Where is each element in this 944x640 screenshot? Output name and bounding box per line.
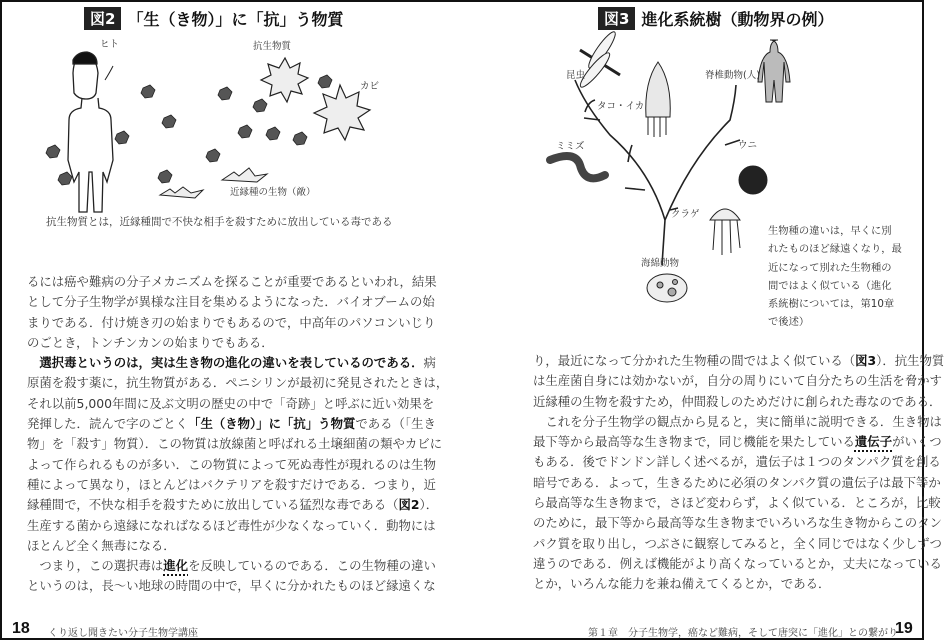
text-segment: これを分子生物学の観点から見ると，実に簡単に説明できる．生き物は: [533, 413, 942, 429]
text-line: [27, 536, 448, 556]
text-line: [533, 392, 944, 412]
text-line: [27, 394, 448, 414]
figure-3-note: [768, 222, 918, 332]
text-line: [27, 272, 448, 292]
bold-text: 図2: [398, 497, 420, 513]
label-vertebrate: 脊椎動物(人): [705, 70, 760, 81]
page-number-left: 18: [12, 620, 30, 637]
text-segment: 発揮した．読んで字のごとく: [27, 416, 189, 432]
bold-text: 選択毒というのは，実は生き物の進化の違いを表しているのである．: [39, 355, 424, 371]
label-enemy: 近縁種の生物（敵）: [230, 187, 316, 198]
text-segment: り，最近になって分かれた生物種の間ではよく似ている（: [533, 353, 856, 368]
text-segment: まりである．付け焼き刃の始まりでもあるので，中高年のパソコンいじり: [27, 314, 436, 330]
text-segment: 違うのである．例えば機能がより高くなっているとか，丈夫になっている: [533, 555, 942, 571]
bold-text: 「生（き物）」に「抗」う物質: [188, 416, 356, 432]
note-line: 間ではよく似ている（進化: [768, 279, 892, 292]
text-segment: を反映しているのである．この生物種の違い: [188, 558, 436, 574]
text-line: [533, 351, 944, 371]
text-line: [27, 495, 448, 515]
text-line: [533, 432, 944, 452]
text-segment: である（「生き: [355, 416, 436, 432]
text-segment: よって作られるものが多い．この物質によって死ぬ毒性が現れるのは生物: [27, 456, 436, 472]
antibiotic-illustration: [0, 30, 400, 220]
text-line: [533, 574, 944, 594]
text-line: [27, 434, 448, 454]
figure-3-title: [598, 7, 833, 29]
text-line: [533, 534, 944, 554]
text-segment: それ以前5,000年間に及ぶ文明の歴史の中で「奇跡」と呼ぶに近い効果を: [27, 395, 435, 411]
text-segment: ）．: [419, 497, 439, 513]
text-segment: つまり，この選択毒は: [27, 558, 164, 574]
right-body-text: [533, 351, 944, 595]
figure-3-number: 図3: [598, 7, 635, 30]
note-line: で後述）: [768, 316, 810, 329]
label-insect: 昆虫: [566, 70, 586, 81]
text-line: [27, 455, 448, 475]
text-segment: 縁種間で，不快な相手を殺すために放出している猛烈な毒である（: [27, 497, 399, 513]
note-line: 近になって別れた生物種の: [768, 261, 892, 274]
text-segment: るには癌や難病の分子メカニズムを探ることが重要であるといわれ，結果: [27, 274, 437, 289]
figure-3-heading: 進化系統樹（動物界の例）: [641, 9, 834, 29]
text-line: [533, 371, 944, 391]
text-segment: というのは，長～い地球の時間の中で，早くに分かれたものほど縁遠くな: [27, 578, 436, 594]
book-title: くり返し聞きたい分子生物学講座: [48, 628, 198, 639]
page-number-right: 19: [895, 620, 913, 637]
text-segment: 物」を「殺す」物質）．この物質は放線菌と呼ばれる土壌細菌の類やカビに: [27, 436, 443, 452]
text-line: [27, 516, 448, 536]
left-body-text: [27, 272, 448, 597]
label-sponge: 海綿動物: [641, 258, 680, 269]
text-segment: もある．後でドンドン詳しく述べるが，遺伝子は１つのタンパク質を創る: [533, 454, 941, 470]
text-segment: 生産する菌から遠縁になればなるほど毒性が少なくなっていく．動物には: [27, 517, 436, 533]
text-segment: として分子生物学が異様な注目を集めるようになった．バイオブームの始: [27, 294, 435, 310]
text-segment: [27, 355, 39, 370]
keyword-term: 進化: [163, 558, 189, 574]
text-segment: とか，いろんな能力を兼ね備えてくるとか，である．: [533, 576, 831, 592]
figure-2-number: 図2: [84, 7, 121, 30]
figure-2-title: [84, 7, 343, 29]
bold-text: 図3: [855, 353, 877, 368]
text-segment: パク質を取り出し，つぶさに観察してみると，全く同じではなく少しずつ: [533, 535, 942, 551]
note-line: 生物種の違いは，早くに別: [768, 225, 892, 237]
text-segment: のために，最下等から最高等な生き物までいろいろな生き物からこのタン: [533, 515, 942, 531]
chapter-title: 第１章 分子生物学，癌など難病，そして唐突に「進化」との繋がり: [588, 628, 898, 639]
text-segment: は生産菌自身には効かないが，自分の周りにいて自分たちの生活を脅かす: [533, 373, 942, 389]
text-segment: 原菌を殺す薬に，抗生物質がある．ペニシリンが最初に発見されたときは，: [27, 375, 449, 391]
label-antibiotic: 抗生物質: [253, 41, 292, 52]
figure-2-caption: 抗生物質とは，近縁種間で不快な相手を殺すために放出している毒である: [46, 216, 393, 228]
label-earthworm: ミミズ: [556, 141, 585, 152]
label-urchin: ウニ: [738, 140, 758, 151]
text-line: [27, 353, 448, 373]
label-octopus-squid: タコ・イカ: [597, 101, 645, 112]
text-segment: 暗号である．よって，生きるために必須のタンパク質の遺伝子は最下等か: [533, 474, 941, 490]
text-segment: のごとき，トンチンカンの始まりでもある．: [27, 334, 274, 350]
text-line: [533, 493, 944, 513]
text-line: [27, 576, 448, 596]
text-segment: 最下等から最高等な生き物まで，同じ機能を果たしている: [533, 434, 855, 450]
text-segment: 病: [423, 355, 436, 371]
label-human: ヒト: [100, 39, 120, 50]
text-line: [27, 333, 448, 353]
text-line: [533, 513, 944, 533]
text-line: [27, 475, 448, 495]
figure-2-heading: 「生（き物）」に「抗」う物質: [127, 9, 344, 29]
text-segment: ）．抗生物質: [876, 353, 944, 368]
text-line: [27, 313, 448, 333]
text-line: [27, 373, 448, 393]
label-mold: カビ: [360, 81, 380, 92]
text-line: [27, 292, 448, 312]
text-line: [27, 556, 448, 576]
text-segment: がいくつ: [892, 434, 942, 450]
text-segment: 近縁種の生物を殺すため，仲間殺しのためだけに創られた毒なのである．: [533, 393, 942, 409]
text-line: [533, 473, 944, 493]
text-line: [533, 554, 944, 574]
text-segment: ほとんど全く無毒になる．: [27, 537, 176, 553]
note-line: れたものほど縁遠くなり，最: [768, 243, 902, 256]
keyword-term: 遺伝子: [854, 434, 893, 450]
text-segment: ら最高等な生き物まで，さほど変わらず，よく似ている．ところが，比較: [533, 495, 941, 511]
label-jellyfish: クラゲ: [671, 209, 700, 220]
text-line: [533, 412, 944, 432]
text-line: [27, 414, 448, 434]
text-segment: 種によって異なり，ほとんどはバクテリアを殺すだけである．つまり，近: [27, 476, 436, 492]
text-line: [533, 452, 944, 472]
note-line: 系統樹については，第10章: [768, 298, 895, 311]
